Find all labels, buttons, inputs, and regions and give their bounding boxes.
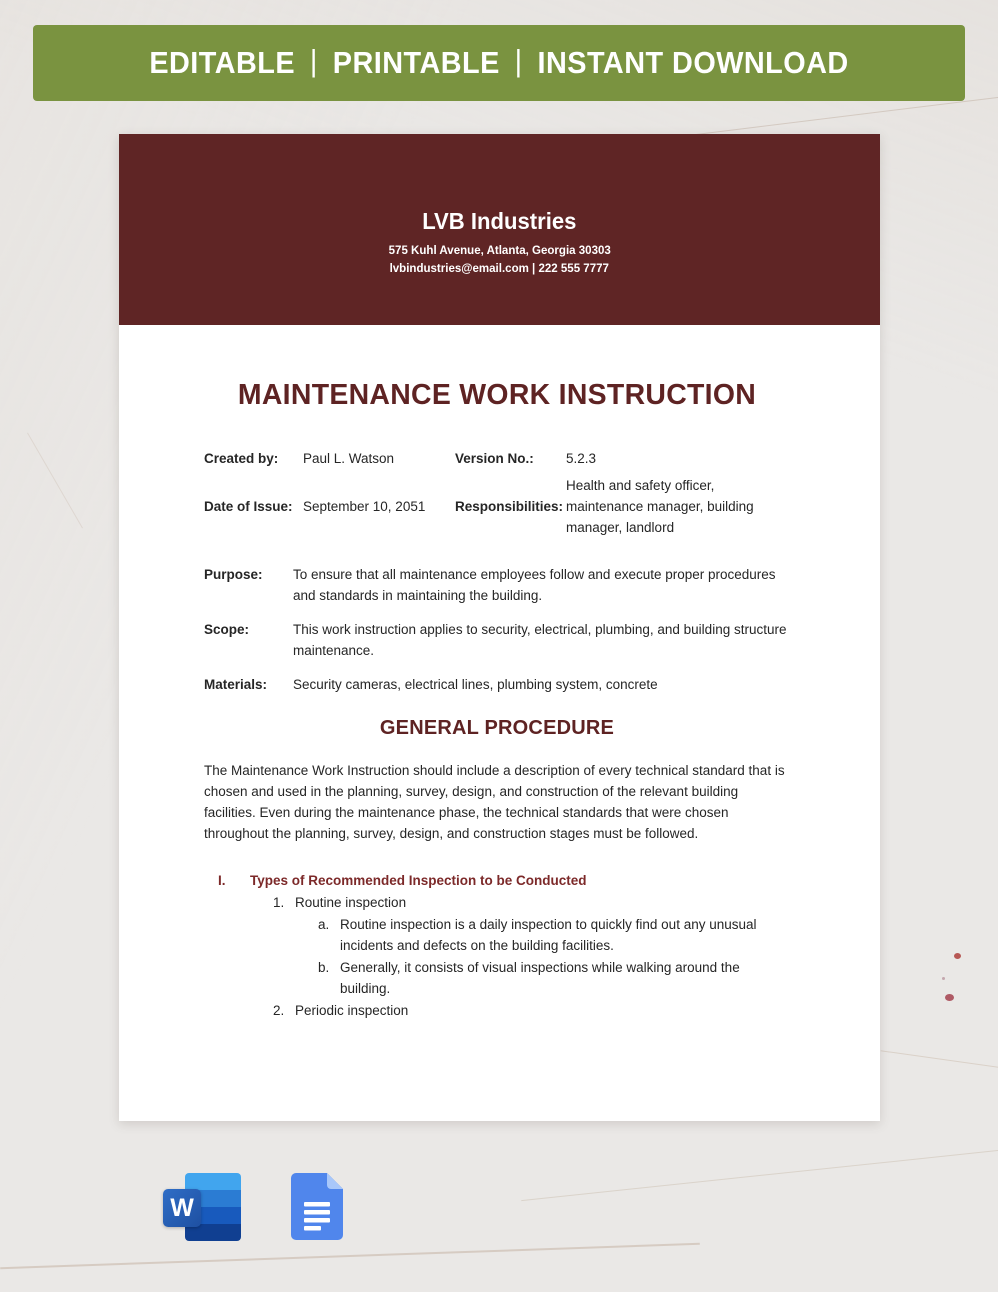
- promo-banner-text: [149, 45, 848, 81]
- general-procedure-heading: GENERAL PROCEDURE: [379, 717, 615, 739]
- date-of-issue-label: Date of Issue:: [204, 499, 293, 514]
- company-contact: lvbindustries@email.com | 222 555 7777: [389, 261, 610, 275]
- document-page: [119, 134, 880, 1121]
- purpose-label: Purpose:: [204, 567, 263, 582]
- banner-item-instant-download: INSTANT DOWNLOAD: [537, 45, 849, 80]
- company-address: 575 Kuhl Avenue, Atlanta, Georgia 30303: [388, 243, 611, 257]
- version-value: 5.2.3: [566, 451, 597, 466]
- document-title: MAINTENANCE WORK INSTRUCTION: [237, 379, 757, 411]
- version-label: Version No.:: [455, 451, 534, 466]
- list-marker: 1.: [273, 895, 285, 910]
- responsibilities-label: Responsibilities:: [455, 499, 564, 514]
- created-by-label: Created by:: [204, 451, 279, 466]
- scope-text: This work instruction applies to security, electrical, plumbing, and building structure maintenance.: [293, 622, 787, 658]
- banner-item-editable: EDITABLE: [149, 45, 296, 80]
- created-by-value: Paul L. Watson: [303, 451, 395, 466]
- list-item-text: Generally, it consists of visual inspections while walking around the building.: [340, 960, 740, 996]
- word-letter: W: [170, 1193, 194, 1222]
- document-letterhead: [119, 134, 880, 325]
- file-format-icons: [163, 1173, 343, 1243]
- list-item-text: Periodic inspection: [295, 1003, 409, 1018]
- list-item: [273, 1000, 790, 1021]
- list-marker: a.: [318, 917, 330, 932]
- list-marker: 2.: [273, 1003, 285, 1018]
- list-item-text: Routine inspection: [295, 895, 407, 910]
- word-w-badge: [163, 1189, 201, 1227]
- section-numeral: I.: [218, 873, 226, 888]
- purpose-row: [204, 564, 790, 606]
- banner-separator: |: [514, 43, 523, 78]
- marble-speck: [942, 977, 945, 980]
- marble-vein: [881, 1050, 998, 1070]
- document-meta-table: [204, 448, 790, 538]
- outline-section-heading: [218, 870, 790, 891]
- scope-row: [204, 619, 790, 661]
- microsoft-word-icon[interactable]: [163, 1173, 249, 1243]
- scope-label: Scope:: [204, 622, 250, 637]
- marble-vein: [0, 1243, 700, 1269]
- list-item: [318, 914, 790, 956]
- responsibilities-value: Health and safety officer, maintenance manager, building manager, landlord: [566, 478, 754, 535]
- list-item: [318, 957, 790, 999]
- promo-banner: [33, 25, 965, 101]
- marble-speck: [945, 994, 954, 1001]
- marble-vein: [521, 1150, 998, 1201]
- list-item-text: Routine inspection is a daily inspection to quickly find out any unusual incidents and defects on the building facilities.: [340, 917, 757, 953]
- document-body: [119, 379, 880, 1021]
- company-name: LVB Industries: [422, 208, 577, 234]
- materials-text: Security cameras, electrical lines, plumbing system, concrete: [293, 677, 658, 692]
- list-marker: b.: [318, 960, 330, 975]
- date-of-issue-value: September 10, 2051: [303, 499, 426, 514]
- purpose-text: To ensure that all maintenance employees follow and execute proper procedures and standards in maintaining the building.: [293, 567, 776, 603]
- general-procedure-paragraph: The Maintenance Work Instruction should include a description of every technical standard that is chosen and used in the planning, survey, design, and construction of the relevant building facilities. Even during the maintenance phase, the technical standards that were chosen throughout the planning, survey, design, and construction stages must be followed.: [204, 763, 785, 841]
- section-heading-text: Types of Recommended Inspection to be Conducted: [250, 873, 587, 888]
- banner-separator: |: [309, 43, 318, 78]
- materials-row: [204, 674, 790, 695]
- banner-item-printable: PRINTABLE: [332, 45, 500, 80]
- document-details: [204, 564, 790, 695]
- materials-label: Materials:: [204, 677, 268, 692]
- marble-speck: [954, 953, 961, 959]
- marble-vein: [27, 433, 83, 529]
- inspection-outline: [204, 870, 790, 1021]
- google-docs-icon[interactable]: [291, 1173, 343, 1240]
- list-item: [273, 892, 790, 913]
